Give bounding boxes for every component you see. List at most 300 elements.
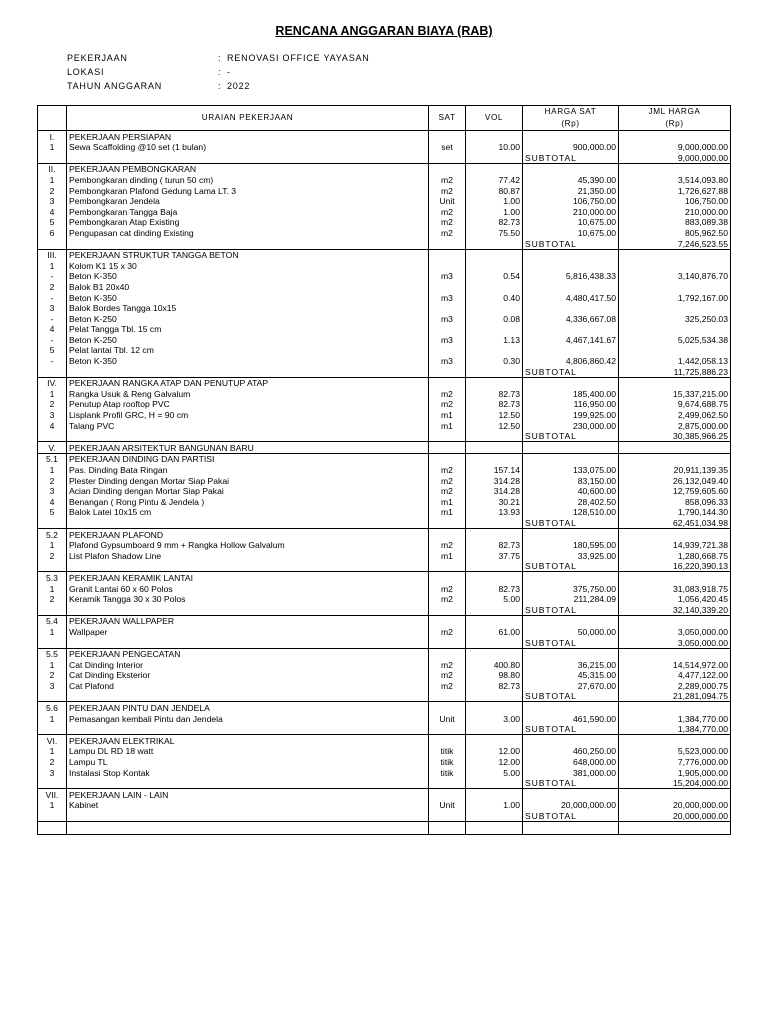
row-description: List Plafon Shadow Line: [67, 550, 429, 561]
info-colon: :: [218, 67, 222, 77]
row-unit: [429, 561, 466, 572]
row-unit: [429, 324, 466, 335]
row-number: 3: [38, 303, 67, 314]
subtotal-amount: 9,000,000.00: [619, 152, 731, 163]
subtotal-amount: 11,725,886.23: [619, 366, 731, 377]
row-unit: m2: [429, 583, 466, 594]
row-total: [619, 442, 731, 454]
row-description: Beton K-250: [67, 334, 429, 345]
row-unit: [429, 637, 466, 648]
row-total: 1,790,144.30: [619, 507, 731, 518]
table-row: [38, 550, 731, 561]
row-number: 2: [38, 281, 67, 292]
header-jml-harga-label: JML HARGA: [648, 107, 701, 116]
row-number: -: [38, 334, 67, 345]
row-unit-price: 180,595.00: [523, 540, 619, 551]
row-volume: 1.00: [466, 800, 523, 811]
row-unit-price: 4,480,417.50: [523, 292, 619, 303]
row-description: Pembongkaran Plafond Gedung Lama LT. 3: [67, 185, 429, 196]
subtotal-amount: 3,050,000.00: [619, 637, 731, 648]
table-row: [38, 196, 731, 207]
row-unit-price: 33,925.00: [523, 550, 619, 561]
row-volume: [466, 163, 523, 174]
table-row: [38, 281, 731, 292]
row-unit-price: [523, 528, 619, 539]
row-unit: [429, 615, 466, 626]
row-unit-price: [523, 702, 619, 713]
row-unit-price: [523, 377, 619, 388]
row-volume: [466, 345, 523, 356]
subtotal-label: SUBTOTAL: [523, 517, 619, 528]
header-harga-sat-label: HARGA SAT: [544, 107, 597, 116]
row-unit-price: 133,075.00: [523, 464, 619, 475]
row-total: 12,759,605.60: [619, 486, 731, 497]
row-volume: [466, 724, 523, 735]
row-description: Pengupasan cat dinding Existing: [67, 227, 429, 238]
row-volume: [466, 453, 523, 464]
row-total: [619, 822, 731, 835]
row-total: 14,514,972.00: [619, 659, 731, 670]
row-total: 1,280,668.75: [619, 550, 731, 561]
row-description: [67, 517, 429, 528]
subtotal-label: SUBTOTAL: [523, 724, 619, 735]
row-total: [619, 702, 731, 713]
row-unit-price: 648,000.00: [523, 756, 619, 767]
row-description: Kabinet: [67, 800, 429, 811]
row-volume: 75.50: [466, 227, 523, 238]
row-total: 20,911,139.35: [619, 464, 731, 475]
row-volume: [466, 517, 523, 528]
row-volume: [466, 778, 523, 789]
row-number: 3: [38, 767, 67, 778]
row-number: 2: [38, 594, 67, 605]
row-unit: [429, 453, 466, 464]
row-unit-price: [523, 131, 619, 142]
row-unit-price: 211,284.09: [523, 594, 619, 605]
info-value: 2022: [227, 81, 251, 91]
section-row: [38, 163, 731, 174]
subtotal-label: SUBTOTAL: [523, 691, 619, 702]
row-description: Plester Dinding dengan Mortar Siap Pakai: [67, 475, 429, 486]
row-volume: [466, 431, 523, 442]
row-unit: m3: [429, 292, 466, 303]
row-volume: 1.00: [466, 196, 523, 207]
row-unit: [429, 303, 466, 314]
row-description: [67, 366, 429, 377]
row-description: Pembongkaran Tangga Baja: [67, 206, 429, 217]
row-volume: [466, 561, 523, 572]
subtotal-amount: 16,220,390.13: [619, 561, 731, 572]
row-unit-price: 27,670.00: [523, 680, 619, 691]
row-unit: [429, 735, 466, 746]
row-number: 1: [38, 659, 67, 670]
row-number: 1: [38, 746, 67, 757]
row-unit-price: 106,750.00: [523, 196, 619, 207]
subtotal-row: [38, 152, 731, 163]
row-unit-price: 185,400.00: [523, 388, 619, 399]
row-description: Pas. Dinding Bata Ringan: [67, 464, 429, 475]
row-unit: m1: [429, 550, 466, 561]
row-number: 2: [38, 475, 67, 486]
row-description: PEKERJAAN ARSITEKTUR BANGUNAN BARU: [67, 442, 429, 454]
table-row: [38, 475, 731, 486]
row-description: Beton K-350: [67, 292, 429, 303]
row-unit-price: [523, 572, 619, 583]
row-total: 3,050,000.00: [619, 626, 731, 637]
row-volume: 82.73: [466, 399, 523, 410]
row-volume: 12.00: [466, 746, 523, 757]
row-volume: [466, 366, 523, 377]
row-description: PEKERJAAN LAIN - LAIN: [67, 789, 429, 800]
subtotal-row: [38, 810, 731, 821]
row-unit-price: 4,806,860.42: [523, 355, 619, 366]
row-total: [619, 260, 731, 271]
row-volume: [466, 789, 523, 800]
row-total: 5,523,000.00: [619, 746, 731, 757]
row-total: [619, 648, 731, 659]
row-volume: [466, 260, 523, 271]
row-volume: [466, 249, 523, 260]
row-number: 1: [38, 800, 67, 811]
row-unit: Unit: [429, 713, 466, 724]
row-description: Pembongkaran dinding ( turun 50 cm): [67, 174, 429, 185]
row-total: [619, 735, 731, 746]
table-row: [38, 486, 731, 497]
row-total: 15,337,215.00: [619, 388, 731, 399]
row-volume: 82.73: [466, 680, 523, 691]
info-label: LOKASI: [67, 67, 105, 77]
row-unit: m2: [429, 217, 466, 228]
row-total: [619, 324, 731, 335]
row-unit-price: 10,675.00: [523, 227, 619, 238]
row-unit-price: 460,250.00: [523, 746, 619, 757]
table-row: [38, 185, 731, 196]
section-row: [38, 648, 731, 659]
row-total: 1,384,770.00: [619, 713, 731, 724]
subtotal-row: [38, 778, 731, 789]
row-volume: [466, 810, 523, 821]
row-description: PEKERJAAN PENGECATAN: [67, 648, 429, 659]
row-unit: [429, 431, 466, 442]
row-number: 2: [38, 185, 67, 196]
row-unit: m3: [429, 334, 466, 345]
row-total: 106,750.00: [619, 196, 731, 207]
table-header-row: [38, 106, 731, 131]
row-description: Pelat lantai Tbl. 12 cm: [67, 345, 429, 356]
row-unit: [429, 281, 466, 292]
row-number: 3: [38, 196, 67, 207]
row-description: PEKERJAAN STRUKTUR TANGGA BETON: [67, 249, 429, 260]
row-unit: [429, 442, 466, 454]
row-description: PEKERJAAN RANGKA ATAP DAN PENUTUP ATAP: [67, 377, 429, 388]
row-volume: [466, 691, 523, 702]
row-number: 5.5: [38, 648, 67, 659]
row-number: IV.: [38, 377, 67, 388]
subtotal-row: [38, 724, 731, 735]
row-total: 1,056,420.45: [619, 594, 731, 605]
row-number: VI.: [38, 735, 67, 746]
row-unit-price: 20,000,000.00: [523, 800, 619, 811]
row-description: Beton K-350: [67, 355, 429, 366]
row-description: Acian Dinding dengan Mortar Siap Pakai: [67, 486, 429, 497]
table-row: [38, 313, 731, 324]
row-volume: 5.00: [466, 767, 523, 778]
row-unit-price: 230,000.00: [523, 420, 619, 431]
row-number: 1: [38, 174, 67, 185]
row-total: 1,905,000.00: [619, 767, 731, 778]
row-description: PEKERJAAN KERAMIK LANTAI: [67, 572, 429, 583]
row-total: [619, 249, 731, 260]
row-unit-price: [523, 648, 619, 659]
row-volume: [466, 615, 523, 626]
row-unit-price: 4,467,141.67: [523, 334, 619, 345]
row-volume: [466, 238, 523, 249]
row-description: Talang PVC: [67, 420, 429, 431]
row-number: 5: [38, 507, 67, 518]
row-volume: 314.28: [466, 486, 523, 497]
row-unit-price: 10,675.00: [523, 217, 619, 228]
row-number: 2: [38, 399, 67, 410]
row-volume: [466, 822, 523, 835]
row-unit: m2: [429, 540, 466, 551]
row-description: [67, 810, 429, 821]
row-number: 1: [38, 713, 67, 724]
row-total: 805,962.50: [619, 227, 731, 238]
row-number: -: [38, 292, 67, 303]
row-unit-price: 45,315.00: [523, 670, 619, 681]
row-volume: [466, 303, 523, 314]
row-description: Pembongkaran Atap Existing: [67, 217, 429, 228]
row-volume: 3.00: [466, 713, 523, 724]
row-description: Lisplank Profil GRC, H = 90 cm: [67, 409, 429, 420]
row-unit-price: [523, 281, 619, 292]
row-unit-price: 50,000.00: [523, 626, 619, 637]
subtotal-row: [38, 604, 731, 615]
subtotal-row: [38, 366, 731, 377]
row-volume: [466, 648, 523, 659]
row-volume: 0.08: [466, 313, 523, 324]
row-volume: 10.00: [466, 142, 523, 153]
subtotal-amount: 1,384,770.00: [619, 724, 731, 735]
row-total: 210,000.00: [619, 206, 731, 217]
row-volume: [466, 281, 523, 292]
row-total: 858,096.33: [619, 496, 731, 507]
row-total: [619, 453, 731, 464]
row-number: 1: [38, 464, 67, 475]
table-row: [38, 464, 731, 475]
row-volume: [466, 324, 523, 335]
table-row: [38, 271, 731, 282]
row-number: VII.: [38, 789, 67, 800]
row-unit: [429, 724, 466, 735]
table-row: [38, 713, 731, 724]
row-volume: [466, 377, 523, 388]
table-row: [38, 626, 731, 637]
row-volume: [466, 442, 523, 454]
row-number: 3: [38, 409, 67, 420]
info-label: PEKERJAAN: [67, 53, 128, 63]
row-volume: [466, 735, 523, 746]
row-number: 2: [38, 670, 67, 681]
row-unit: [429, 377, 466, 388]
row-unit-price: 116,950.00: [523, 399, 619, 410]
row-unit: [429, 778, 466, 789]
row-volume: 82.73: [466, 217, 523, 228]
row-unit: [429, 152, 466, 163]
row-total: [619, 131, 731, 142]
row-description: [67, 691, 429, 702]
row-volume: 82.73: [466, 388, 523, 399]
subtotal-label: SUBTOTAL: [523, 810, 619, 821]
row-description: Lampu DL RD 18 watt: [67, 746, 429, 757]
row-unit-price: 199,925.00: [523, 409, 619, 420]
row-unit: m1: [429, 507, 466, 518]
row-description: PEKERJAAN ELEKTRIKAL: [67, 735, 429, 746]
row-unit-price: [523, 789, 619, 800]
subtotal-amount: 30,385,966.25: [619, 431, 731, 442]
row-unit-price: [523, 324, 619, 335]
row-volume: 12.50: [466, 420, 523, 431]
row-unit: m2: [429, 475, 466, 486]
row-number: [38, 431, 67, 442]
row-volume: 0.30: [466, 355, 523, 366]
subtotal-amount: 15,204,000.00: [619, 778, 731, 789]
row-volume: 12.00: [466, 756, 523, 767]
header-harga-sat-unit: (Rp): [561, 119, 580, 128]
row-number: -: [38, 313, 67, 324]
header-jml-harga: [619, 106, 731, 131]
header-jml-harga-unit: (Rp): [665, 119, 684, 128]
row-total: 5,025,534.38: [619, 334, 731, 345]
subtotal-row: [38, 238, 731, 249]
row-number: [38, 366, 67, 377]
subtotal-row: [38, 561, 731, 572]
row-total: 2,875,000.00: [619, 420, 731, 431]
row-description: Beton K-350: [67, 271, 429, 282]
budget-table: [37, 105, 731, 835]
table-body: [38, 131, 731, 835]
row-unit-price: 4,336,667.08: [523, 313, 619, 324]
row-volume: [466, 131, 523, 142]
row-total: [619, 572, 731, 583]
row-unit: m1: [429, 420, 466, 431]
row-unit: m2: [429, 399, 466, 410]
row-unit-price: [523, 345, 619, 356]
row-number: 1: [38, 626, 67, 637]
table-row: [38, 388, 731, 399]
row-number: [38, 517, 67, 528]
row-number: 1: [38, 540, 67, 551]
subtotal-row: [38, 517, 731, 528]
row-total: 20,000,000.00: [619, 800, 731, 811]
row-volume: [466, 528, 523, 539]
row-total: 9,000,000.00: [619, 142, 731, 153]
row-unit: [429, 691, 466, 702]
row-description: Balok B1 20x40: [67, 281, 429, 292]
row-unit-price: 21,350.00: [523, 185, 619, 196]
table-row: [38, 142, 731, 153]
row-unit: [429, 528, 466, 539]
row-total: [619, 163, 731, 174]
header-no: [38, 106, 67, 131]
row-description: Pemasangan kembali Pintu dan Jendela: [67, 713, 429, 724]
row-description: Balok Latei 10x15 cm: [67, 507, 429, 518]
row-volume: [466, 152, 523, 163]
table-row: [38, 292, 731, 303]
row-number: 1: [38, 260, 67, 271]
row-total: 1,792,167.00: [619, 292, 731, 303]
row-unit-price: [523, 163, 619, 174]
subtotal-amount: 62,451,034.98: [619, 517, 731, 528]
row-unit-price: [523, 442, 619, 454]
row-number: 4: [38, 496, 67, 507]
row-number: 5.3: [38, 572, 67, 583]
row-unit: m2: [429, 594, 466, 605]
row-volume: 0.40: [466, 292, 523, 303]
row-unit-price: [523, 260, 619, 271]
row-number: [38, 561, 67, 572]
subtotal-label: SUBTOTAL: [523, 561, 619, 572]
row-number: 5: [38, 217, 67, 228]
table-row: [38, 767, 731, 778]
row-unit: [429, 810, 466, 821]
row-number: [38, 810, 67, 821]
row-number: II.: [38, 163, 67, 174]
table-row: [38, 303, 731, 314]
row-number: 1: [38, 583, 67, 594]
row-number: [38, 778, 67, 789]
table-row: [38, 260, 731, 271]
table-row: [38, 399, 731, 410]
row-number: [38, 822, 67, 835]
row-unit: m2: [429, 464, 466, 475]
row-description: Beton K-250: [67, 313, 429, 324]
row-unit: titik: [429, 767, 466, 778]
row-unit: m2: [429, 206, 466, 217]
subtotal-row: [38, 431, 731, 442]
row-description: [67, 431, 429, 442]
row-description: PEKERJAAN PEMBONGKARAN: [67, 163, 429, 174]
row-number: [38, 238, 67, 249]
subtotal-amount: 20,000,000.00: [619, 810, 731, 821]
row-unit: [429, 249, 466, 260]
row-unit: m2: [429, 388, 466, 399]
row-number: 2: [38, 550, 67, 561]
row-unit: [429, 131, 466, 142]
table-row: [38, 324, 731, 335]
row-number: 5.1: [38, 453, 67, 464]
row-total: 31,083,918.75: [619, 583, 731, 594]
row-description: Cat Dinding Eksterior: [67, 670, 429, 681]
subtotal-label: SUBTOTAL: [523, 604, 619, 615]
row-volume: 0.54: [466, 271, 523, 282]
row-number: 3: [38, 486, 67, 497]
row-unit: titik: [429, 746, 466, 757]
row-unit-price: [523, 735, 619, 746]
table-row: [38, 227, 731, 238]
row-unit: [429, 345, 466, 356]
table-row: [38, 334, 731, 345]
subtotal-amount: 21,281,094.75: [619, 691, 731, 702]
row-volume: [466, 702, 523, 713]
section-row: [38, 131, 731, 142]
section-row: [38, 442, 731, 454]
row-unit: titik: [429, 756, 466, 767]
row-unit-price: [523, 303, 619, 314]
row-number: 4: [38, 206, 67, 217]
row-description: Plafond Gypsumboard 9 mm + Rangka Hollow Galvalum: [67, 540, 429, 551]
row-unit-price: 45,390.00: [523, 174, 619, 185]
